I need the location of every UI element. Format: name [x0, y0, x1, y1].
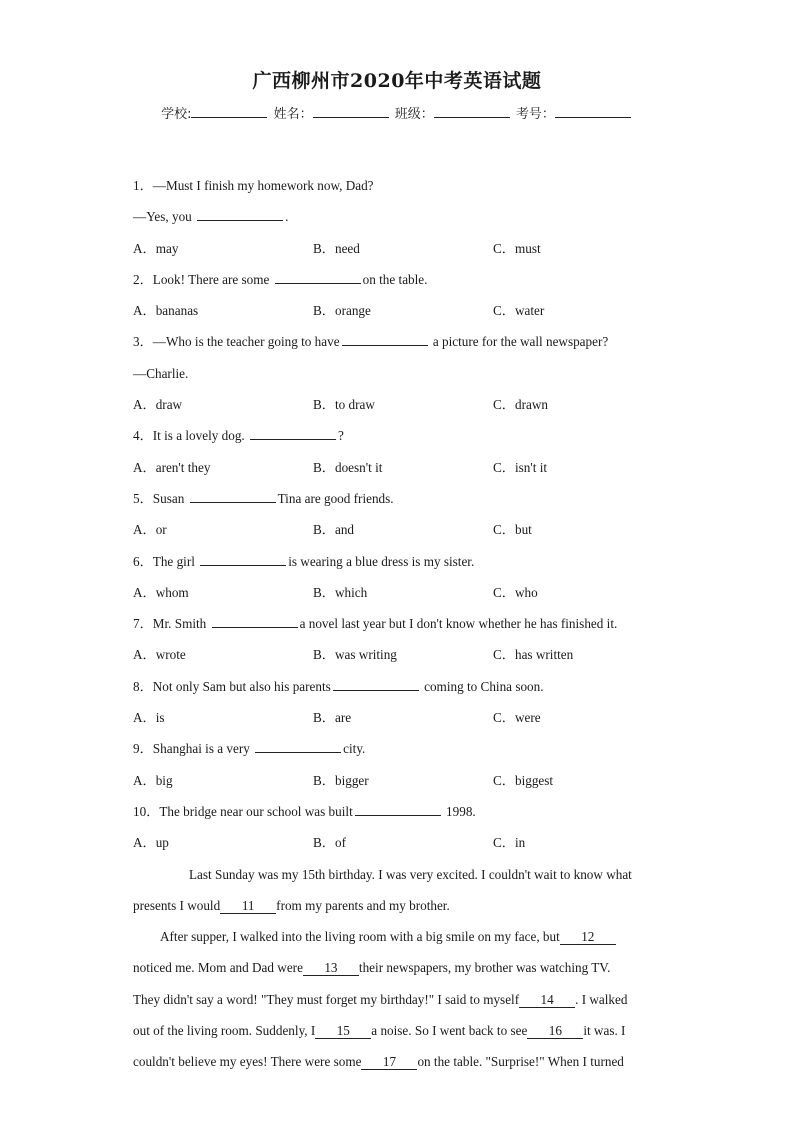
- options-8: [133, 702, 673, 733]
- option-b[interactable]: B．doesn't it: [313, 459, 383, 475]
- question-text: Shanghai is a very: [152, 741, 254, 757]
- cloze-passage: [133, 859, 673, 1078]
- question-text: Tina are good friends.: [277, 490, 394, 506]
- question-number: 6．: [133, 553, 153, 569]
- option-a[interactable]: A．is: [133, 710, 165, 726]
- class-blank[interactable]: [434, 105, 510, 118]
- option-a[interactable]: A．bananas: [133, 303, 199, 319]
- option-c[interactable]: C．must: [493, 240, 541, 256]
- question-text: .: [285, 209, 289, 225]
- question-4: [133, 420, 673, 451]
- passage-text: couldn't believe my eyes! There were some: [133, 1054, 362, 1070]
- question-text: coming to China soon.: [420, 678, 544, 694]
- option-b[interactable]: B．was writing: [313, 647, 397, 663]
- cloze-blank-17[interactable]: 17: [361, 1055, 417, 1070]
- options-1: [133, 233, 673, 264]
- passage-line: [133, 984, 673, 1015]
- passage-line: [133, 859, 673, 890]
- cloze-blank-12[interactable]: 12: [560, 930, 616, 945]
- question-3-response: [133, 358, 673, 389]
- option-a[interactable]: A．or: [133, 522, 167, 538]
- question-text: Mr. Smith: [152, 616, 210, 632]
- answer-blank[interactable]: [250, 426, 336, 440]
- question-number: 3．: [133, 334, 153, 350]
- name-label: 姓名：: [273, 107, 313, 122]
- question-10: [133, 796, 673, 827]
- option-b[interactable]: B．are: [313, 710, 352, 726]
- question-text: on the table.: [362, 271, 428, 287]
- question-text: —Who is the teacher going to have: [152, 334, 340, 350]
- question-1: [133, 170, 673, 201]
- passage-text: After supper, I walked into the living room with a big smile on my face, but: [160, 929, 560, 945]
- question-text: Not only Sam but also his parents: [152, 678, 331, 694]
- option-a[interactable]: A．wrote: [133, 647, 186, 663]
- option-b[interactable]: B．of: [313, 835, 346, 851]
- option-b[interactable]: B．to draw: [313, 397, 375, 413]
- question-text: is wearing a blue dress is my sister.: [288, 553, 475, 569]
- option-c[interactable]: C．has written: [493, 647, 574, 663]
- passage-line: [133, 921, 673, 952]
- option-b[interactable]: B．which: [313, 584, 368, 600]
- option-c[interactable]: C．isn't it: [493, 459, 548, 475]
- cloze-blank-16[interactable]: 16: [527, 1024, 583, 1039]
- question-6: [133, 546, 673, 577]
- page-title: 广西柳州市2020年中考英语试题: [252, 70, 542, 92]
- option-c[interactable]: C．in: [493, 835, 526, 851]
- question-text: —Yes, you: [133, 209, 196, 225]
- option-a[interactable]: A．draw: [133, 397, 183, 413]
- student-info-line: [0, 103, 794, 122]
- option-a[interactable]: A．may: [133, 240, 179, 256]
- option-c[interactable]: C．drawn: [493, 397, 548, 413]
- options-2: [133, 295, 673, 326]
- option-a[interactable]: A．big: [133, 772, 173, 788]
- question-text: a novel last year but I don't know whether he has finished it.: [299, 616, 618, 632]
- cloze-blank-11[interactable]: 11: [220, 899, 276, 914]
- question-5: [133, 483, 673, 514]
- question-number: 1．: [133, 178, 153, 193]
- passage-text: it was. I: [583, 1023, 626, 1039]
- question-text: a picture for the wall newspaper?: [429, 334, 609, 350]
- options-9: [133, 765, 673, 796]
- question-1-response: [133, 201, 673, 232]
- question-text: city.: [343, 741, 366, 757]
- question-text: The bridge near our school was built: [159, 803, 353, 819]
- passage-text: from my parents and my brother.: [276, 897, 450, 913]
- option-b[interactable]: B．orange: [313, 303, 371, 319]
- options-10: [133, 827, 673, 858]
- class-label: 班级：: [394, 107, 434, 122]
- question-text: ?: [338, 428, 344, 444]
- option-c[interactable]: C．who: [493, 584, 538, 600]
- answer-blank[interactable]: [275, 270, 361, 284]
- option-c[interactable]: C．biggest: [493, 772, 554, 788]
- name-blank[interactable]: [313, 105, 389, 118]
- passage-line: [133, 952, 673, 983]
- passage-text: their newspapers, my brother was watching TV.: [358, 960, 611, 976]
- question-number: 2．: [133, 271, 153, 287]
- passage-text: a noise. So I went back to see: [371, 1023, 528, 1039]
- passage-line: [133, 1046, 673, 1077]
- option-a[interactable]: A．up: [133, 835, 169, 851]
- answer-blank[interactable]: [342, 332, 428, 346]
- cloze-blank-14[interactable]: 14: [519, 993, 575, 1008]
- question-list: [133, 170, 673, 1078]
- school-label: 学校:: [161, 107, 192, 122]
- answer-blank[interactable]: [200, 552, 286, 566]
- question-7: [133, 608, 673, 639]
- school-blank[interactable]: [191, 105, 267, 118]
- options-5: [133, 514, 673, 545]
- question-number: 9．: [133, 741, 153, 757]
- answer-blank[interactable]: [355, 802, 441, 816]
- option-b[interactable]: B．and: [313, 522, 355, 538]
- passage-text: presents I would: [133, 897, 221, 913]
- answer-blank[interactable]: [212, 614, 298, 628]
- question-text: 1998.: [442, 803, 476, 819]
- passage-line: [133, 890, 673, 921]
- question-number: 5．: [133, 490, 153, 506]
- answer-blank[interactable]: [197, 207, 283, 221]
- options-4: [133, 452, 673, 483]
- passage-text: noticed me. Mom and Dad were: [133, 960, 303, 976]
- passage-text: on the table. "Surprise!" When I turned: [417, 1054, 624, 1070]
- question-text: Look! There are some: [152, 271, 273, 287]
- question-2: [133, 264, 673, 295]
- question-9: [133, 733, 673, 764]
- answer-blank[interactable]: [255, 739, 341, 753]
- options-6: [133, 577, 673, 608]
- question-number: 4．: [133, 428, 153, 444]
- question-text: —Must I finish my homework now, Dad?: [152, 178, 374, 193]
- question-text: Susan: [152, 490, 188, 506]
- id-label: 考号：: [515, 107, 555, 122]
- question-text: —Charlie.: [133, 365, 189, 381]
- cloze-blank-13[interactable]: 13: [303, 961, 359, 976]
- passage-line: [133, 1015, 673, 1046]
- question-3: [133, 326, 673, 357]
- options-7: [133, 639, 673, 670]
- passage-text: out of the living room. Suddenly, I: [133, 1023, 316, 1039]
- passage-text: They didn't say a word! "They must forget my birthday!" I said to myself: [133, 991, 520, 1007]
- answer-blank[interactable]: [333, 677, 419, 691]
- options-3: [133, 389, 673, 420]
- passage-text: . I walked: [575, 991, 628, 1007]
- cloze-blank-15[interactable]: 15: [315, 1024, 371, 1039]
- id-blank[interactable]: [555, 105, 631, 118]
- question-number: 8．: [133, 678, 153, 694]
- question-text: It is a lovely dog.: [152, 428, 249, 444]
- option-c[interactable]: C．but: [493, 522, 532, 538]
- option-c[interactable]: C．were: [493, 710, 541, 726]
- question-number: 7．: [133, 616, 153, 632]
- option-b[interactable]: B．need: [313, 240, 360, 256]
- option-c[interactable]: C．water: [493, 303, 545, 319]
- option-b[interactable]: B．bigger: [313, 772, 369, 788]
- question-8: [133, 671, 673, 702]
- option-a[interactable]: A．aren't they: [133, 459, 211, 475]
- answer-blank[interactable]: [190, 489, 276, 503]
- question-number: 10．: [133, 803, 160, 819]
- passage-text: Last Sunday was my 15th birthday. I was very excited. I couldn't wait to know what: [189, 866, 632, 882]
- option-a[interactable]: A．whom: [133, 584, 189, 600]
- question-text: The girl: [152, 553, 199, 569]
